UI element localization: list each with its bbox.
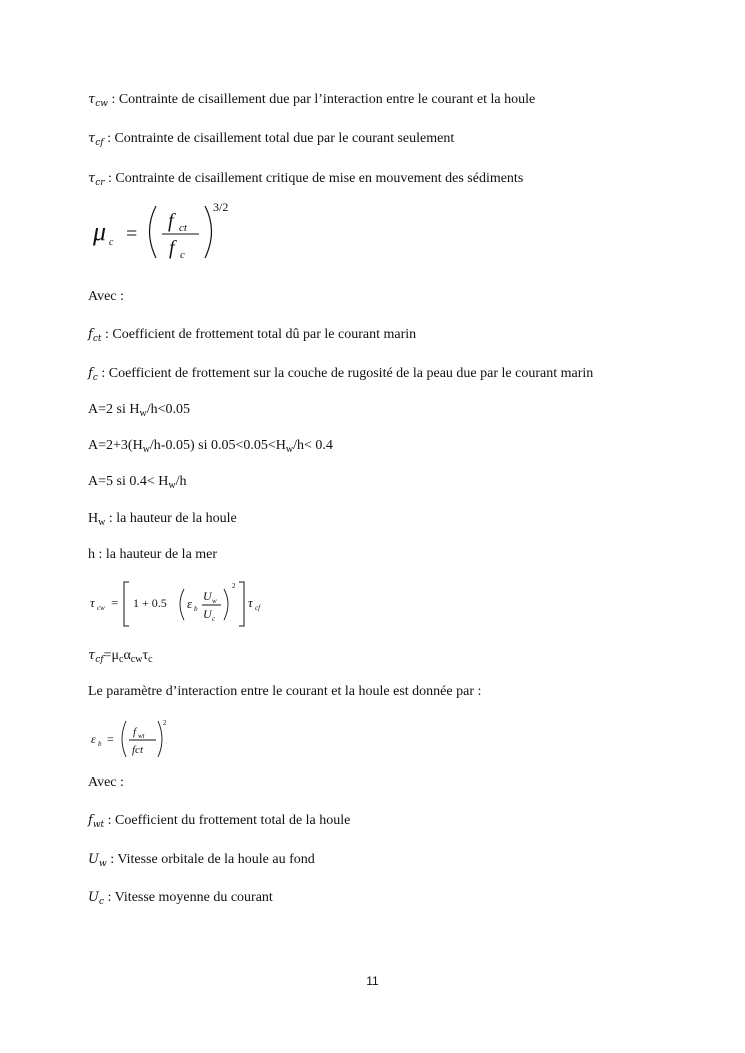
svg-text:c: c	[180, 249, 185, 261]
condition-a-linear: $A=2+3(H_w/h-0.05)$ si $0.05<0.05<H_w/h< 0.4$	[88, 438, 333, 455]
avec-label-2: Avec :	[88, 775, 124, 790]
svg-text:f: f	[169, 237, 175, 259]
definition-u-c: $U_c$ : Vitesse moyenne du courant	[88, 890, 273, 907]
condition-a2: A=2 si $H_w/h<0.05$	[88, 402, 190, 419]
svg-text:fct: fct	[132, 744, 143, 756]
svg-text:2: 2	[163, 719, 167, 727]
left-paren	[150, 206, 157, 258]
definition-f-c: $f_c$ : Coefficient de frottement sur la couche de rugosité de la peau due par le courant marin	[88, 366, 594, 383]
svg-text:τ: τ	[90, 595, 95, 610]
svg-text:cf: cf	[255, 604, 261, 612]
definition-tau-cw: $\tau_{cw}$ : Contrainte de cisaillement due par l’interaction entre le courant et la houle	[88, 92, 536, 109]
right-bracket	[239, 582, 244, 626]
svg-text:μ: μ	[93, 217, 107, 246]
left-bracket	[124, 582, 129, 626]
svg-text:1 + 0.5: 1 + 0.5	[133, 596, 167, 610]
interaction-text: Le paramètre d’interaction entre le courant et la houle est donnée par :	[88, 684, 482, 699]
svg-text:c: c	[109, 237, 114, 248]
definition-h: h : la hauteur de la mer	[88, 547, 218, 562]
svg-text:=: =	[107, 732, 114, 746]
definition-f-ct: $f_{ct}$ : Coefficient de frottement total dû par le courant marin	[88, 327, 417, 344]
svg-text:ε: ε	[187, 596, 193, 611]
svg-text:2: 2	[232, 582, 236, 590]
svg-text:c: c	[212, 615, 216, 623]
left-paren	[122, 721, 126, 757]
tau-cf-relation: $\tau_{cf}=\mu_c\alpha_{cw}\tau_c$	[88, 648, 153, 665]
svg-text:=: =	[111, 595, 119, 610]
definition-tau-cf: $\tau_{cf}$ : Contrainte de cisaillement total due par le courant seulement	[88, 131, 455, 148]
svg-text:ct: ct	[179, 222, 187, 234]
avec-label-1: Avec :	[88, 289, 124, 304]
svg-text:b: b	[194, 605, 198, 613]
equation-eps-b	[88, 715, 198, 763]
definition-f-wt: $f_{wt}$ : Coefficient du frottement total de la houle	[88, 813, 351, 830]
definition-hw: $H_w$ : la hauteur de la houle	[88, 511, 237, 528]
svg-text:b: b	[98, 740, 102, 748]
condition-a5: A=5 si $0.4< H_w/h$	[88, 474, 187, 491]
svg-text:f: f	[133, 726, 137, 738]
svg-text:cw: cw	[97, 604, 105, 612]
right-paren	[158, 721, 162, 757]
equation-mu-c	[88, 198, 258, 266]
svg-text:wt: wt	[138, 732, 145, 740]
svg-text:w: w	[212, 597, 217, 605]
svg-text:ε: ε	[91, 732, 96, 746]
right-paren	[205, 206, 212, 258]
svg-text:3/2: 3/2	[213, 200, 229, 214]
definition-tau-cr: $\tau_{cr}$ : Contrainte de cisaillement critique de mise en mouvement des sédiments	[88, 171, 524, 188]
definition-u-w: $U_w$ : Vitesse orbitale de la houle au fond	[88, 852, 315, 869]
svg-text:U: U	[203, 589, 212, 603]
svg-text:f: f	[168, 210, 174, 232]
left-paren	[180, 589, 184, 620]
svg-text:U: U	[203, 607, 212, 621]
svg-text:=: =	[126, 223, 138, 245]
right-paren	[224, 589, 228, 620]
svg-text:τ: τ	[248, 595, 253, 610]
page-number: 11	[366, 974, 379, 988]
equation-tau-cw	[88, 578, 288, 630]
